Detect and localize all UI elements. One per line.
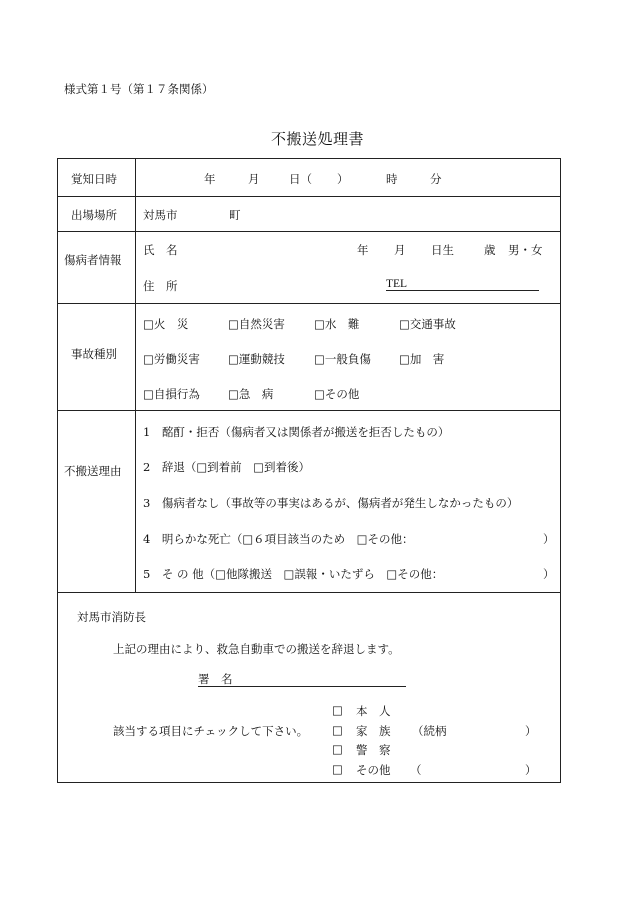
month-unit: 月 — [248, 172, 260, 186]
signer-other-checkbox[interactable]: □ — [332, 762, 343, 776]
accident-option-self-harm[interactable]: □自損行為 — [143, 387, 200, 401]
age-unit: 歳 — [484, 243, 496, 257]
birth-year-unit: 年 — [357, 243, 369, 257]
accident-option-workplace[interactable]: □労働災害 — [143, 352, 200, 366]
tel-field[interactable]: TEL — [386, 278, 539, 291]
declaration-statement: 上記の理由により、救急自動車での搬送を辞退します。 — [113, 642, 400, 656]
signature-line[interactable] — [198, 686, 406, 687]
accident-option-general-injury[interactable]: □一般負傷 — [314, 352, 371, 366]
name-label: 氏 名 — [143, 243, 178, 257]
signer-other-label: その他 — [356, 763, 391, 777]
accident-option-sudden-illness[interactable]: □急 病 — [228, 387, 274, 401]
reason-item-2[interactable]: 2 辞退（□到着前 □到着後） — [143, 460, 311, 474]
accident-option-assault[interactable]: □加 害 — [399, 352, 445, 366]
accident-option-traffic[interactable]: □交通事故 — [399, 317, 456, 331]
birth-month-unit: 月 — [394, 243, 406, 257]
reason-item-5[interactable]: 5 そ の 他（□他隊搬送 □誤報・いたずら □その他： — [143, 567, 444, 581]
day-unit: 日（ — [289, 172, 312, 186]
reason-item-4-close: ） — [543, 532, 555, 546]
label-location: 出場場所 — [71, 208, 117, 222]
reason-item-5-close: ） — [543, 567, 555, 581]
signature-label: 署 名 — [198, 672, 233, 686]
signer-self-checkbox[interactable]: □ — [332, 703, 343, 717]
addressee: 対馬市消防長 — [77, 610, 146, 624]
accident-option-water[interactable]: □水 難 — [314, 317, 360, 331]
minute-unit: 分 — [430, 172, 442, 186]
check-instruction: 該当する項目にチェックして下さい。 — [113, 724, 309, 738]
reason-item-1[interactable]: 1 酩酊・拒否（傷病者又は関係者が搬送を拒否したもの） — [143, 425, 450, 439]
signer-other-detail[interactable]: （ — [410, 763, 422, 777]
address-label: 住 所 — [143, 279, 178, 293]
label-patient-info: 傷病者情報 — [64, 253, 122, 267]
page-title: 不搬送処理書 — [271, 130, 365, 148]
form-number: 様式第１号（第１７条関係） — [64, 82, 214, 96]
city-name: 対馬市 — [143, 208, 178, 222]
accident-option-other[interactable]: □その他 — [314, 387, 360, 401]
year-unit: 年 — [204, 172, 216, 186]
label-accident-type: 事故種別 — [71, 347, 117, 361]
signer-other-close: ） — [525, 763, 537, 777]
accident-option-fire[interactable]: □火 災 — [143, 317, 189, 331]
accident-option-sports[interactable]: □運動競技 — [228, 352, 285, 366]
signer-family-label: 家 族 — [356, 724, 391, 738]
label-non-transport-reason: 不搬送理由 — [64, 464, 122, 478]
reason-item-3[interactable]: 3 傷病者なし（事故等の事実はあるが、傷病者が発生しなかったもの） — [143, 496, 519, 510]
town-unit: 町 — [229, 208, 241, 222]
sex-choice: 男・女 — [508, 243, 543, 257]
label-awareness-datetime: 覚知日時 — [71, 172, 117, 186]
accident-option-natural-disaster[interactable]: □自然災害 — [228, 317, 285, 331]
signer-police-label: 警 察 — [356, 743, 391, 757]
signer-self-label: 本 人 — [356, 704, 391, 718]
hour-unit: 時 — [386, 172, 398, 186]
reason-item-4[interactable]: 4 明らかな死亡（□６項目該当のため □その他： — [143, 532, 414, 546]
signer-family-relation[interactable]: （続柄 — [412, 724, 447, 738]
birth-day-unit: 日生 — [431, 243, 454, 257]
signer-family-close: ） — [525, 724, 537, 738]
weekday-close: ） — [337, 172, 349, 186]
signer-family-checkbox[interactable]: □ — [332, 723, 343, 737]
signer-police-checkbox[interactable]: □ — [332, 742, 343, 756]
